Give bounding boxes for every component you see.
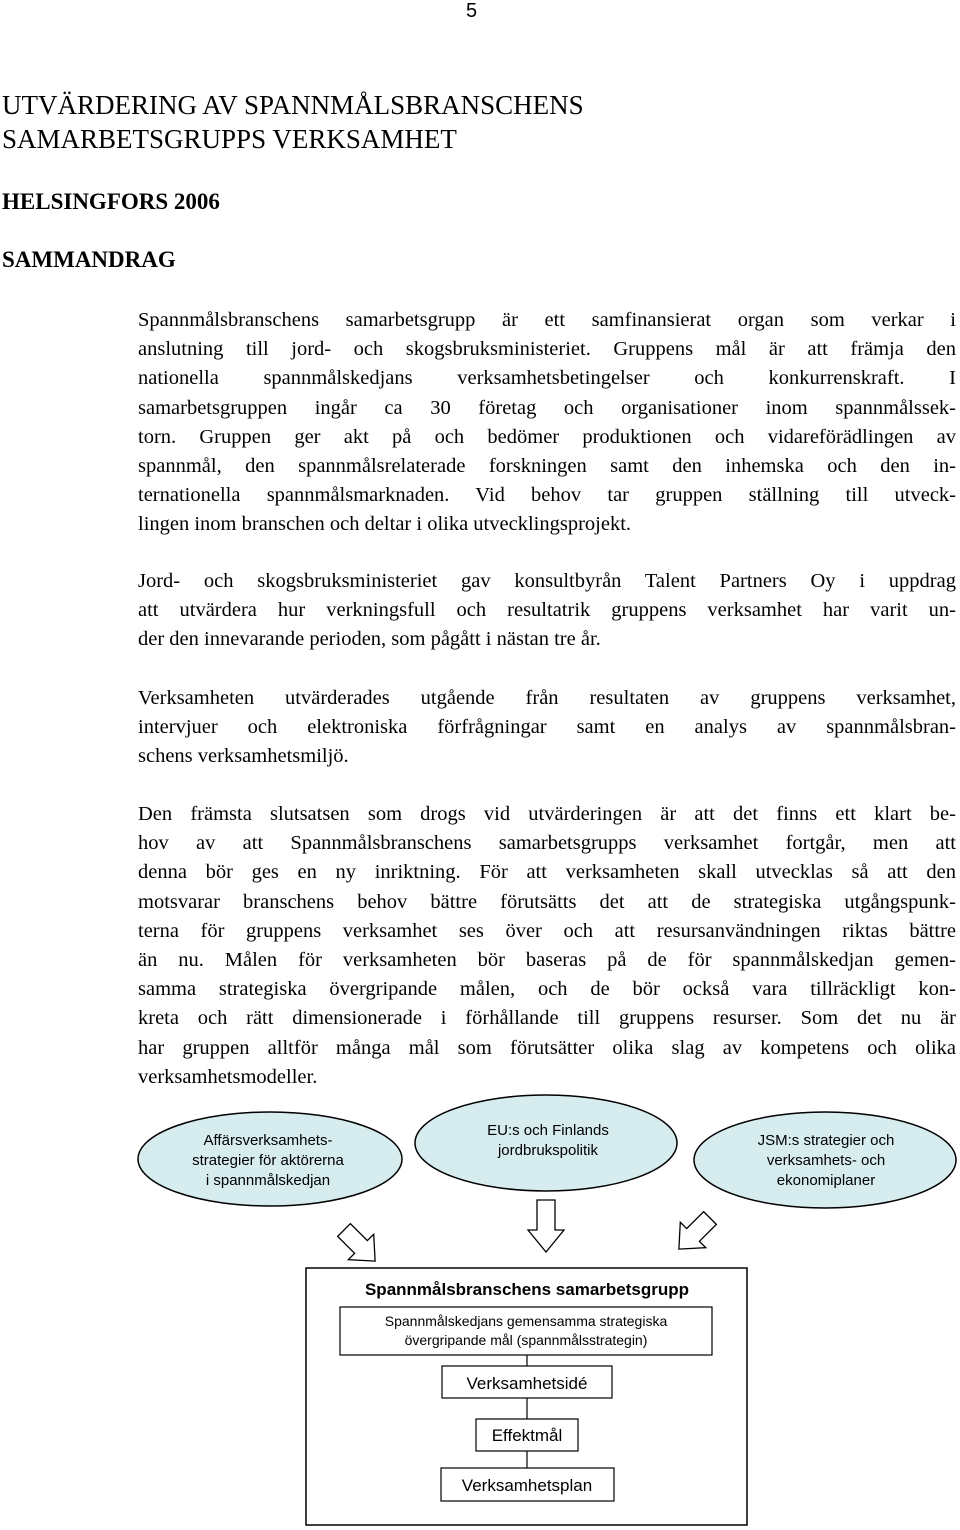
- ellipse-left-line-3: i spannmålskedjan: [205, 1172, 331, 1189]
- title-line-1: UTVÄRDERING AV SPANNMÅLSBRANSCHENS: [2, 90, 584, 120]
- goals-label: Effektmål: [491, 1426, 563, 1445]
- paragraph-line: terna för gruppens verksamhet ses över och att resursanvändningen riktas bättre: [138, 919, 956, 942]
- paragraph-line: kreta och rätt dimensionerade i förhållande till gruppens resurser. Som det nu är: [138, 1007, 956, 1030]
- strategy-diagram: [0, 1090, 960, 1530]
- paragraph-2: [138, 567, 956, 655]
- paragraph-line: att utvärdera hur verkningsfull och resultatrik gruppens verksamhet har varit un-: [138, 599, 956, 622]
- paragraph-line: samarbetsgruppen ingår ca 30 företag och organisationer inom spannmålssek-: [138, 396, 956, 419]
- plan-label: Verksamhetsplan: [461, 1476, 593, 1495]
- paragraph-line: ternationella spannmålsmarknaden. Vid behov tar gruppen ställning till utveck-: [138, 484, 956, 507]
- section-heading: SAMMANDRAG: [2, 247, 176, 272]
- paragraph-line: spannmål, den spannmålsrelaterade forskningen samt den inhemska och den in-: [138, 454, 956, 477]
- paragraph-line: anslutning till jord- och skogsbruksministeriet. Gruppens mål är att främja den: [138, 338, 956, 361]
- paragraph-line: schens verksamhetsmiljö.: [138, 745, 349, 768]
- ellipse-right-line-3: ekonomiplaner: [776, 1172, 876, 1189]
- paragraph-line: Spannmålsbranschens samarbetsgrupp är ett samfinansierat organ som verkar i: [138, 309, 956, 331]
- paragraph-line: verksamhetsmodeller.: [138, 1065, 318, 1088]
- strategy-line-1: Spannmålskedjans gemensamma strategiska: [384, 1313, 668, 1329]
- ellipse-right-line-2: verksamhets- och: [766, 1152, 886, 1169]
- paragraph-line: än nu. Målen för verksamheten bör baseras på de för spannmålskedjan gemen-: [138, 948, 956, 971]
- title-line-2: SAMARBETSGRUPPS VERKSAMHET: [2, 124, 457, 154]
- paragraph-line: Den främsta slutsatsen som drogs vid utvärderingen är att det finns ett klart be-: [138, 803, 956, 825]
- paragraph-line: lingen inom branschen och deltar i olika utvecklingsprojekt.: [138, 513, 632, 536]
- ellipse-right-line-1: JSM:s strategier och: [757, 1132, 895, 1149]
- paragraph-line: torn. Gruppen ger akt på och bedömer produktionen och vidareförädlingen av: [138, 425, 956, 448]
- paragraph-line: Verksamheten utvärderades utgående från resultaten av gruppens verksamhet,: [138, 687, 956, 709]
- document-title: [2, 88, 584, 156]
- ellipse-center-line-1: EU:s och Finlands: [487, 1122, 609, 1139]
- paragraph-line: der den innevarande perioden, som pågått i nästan tre år.: [138, 628, 601, 651]
- group-title: Spannmålsbranschens samarbetsgrupp: [364, 1280, 690, 1299]
- operations-label: Verksamhetsidé: [466, 1374, 588, 1393]
- ellipse-left-line-1: Affärsverksamhets-: [203, 1132, 333, 1149]
- paragraph-line: motsvarar branschens behov bättre förutsätts det att de strategiska utgångspunk-: [138, 890, 956, 913]
- arrow-down-right-icon: [331, 1217, 388, 1274]
- ellipse-center-line-2: jordbrukspolitik: [497, 1142, 599, 1159]
- paragraph-line: intervjuer och elektroniska förfrågningar samt en analys av spannmålsbran-: [138, 716, 956, 739]
- ellipse-left-line-2: strategier för aktörerna: [192, 1152, 344, 1169]
- arrow-down-left-icon: [666, 1205, 723, 1262]
- place-year: HELSINGFORS 2006: [2, 189, 220, 214]
- paragraph-line: denna bör ges en ny inriktning. För att verksamheten skall utvecklas så att den: [138, 861, 956, 884]
- paragraph-line: nationella spannmålskedjans verksamhetsbetingelser och konkurrenskraft. I: [138, 367, 956, 390]
- arrow-down-icon: [528, 1200, 564, 1252]
- page-number: 5: [466, 0, 478, 22]
- paragraph-1: [138, 306, 956, 540]
- paragraph-3: [138, 684, 956, 772]
- paragraph-line: samma strategiska övergripande målen, och de bör också vara tillräckligt kon-: [138, 978, 956, 1001]
- paragraph-4: [138, 800, 956, 1092]
- paragraph-line: Jord- och skogsbruksministeriet gav konsultbyrån Talent Partners Oy i uppdrag: [138, 570, 956, 592]
- strategy-line-2: övergripande mål (spannmålsstrategin): [404, 1332, 648, 1348]
- paragraph-line: har gruppen alltför många mål som förutsätter olika slag av kompetens och olika: [138, 1036, 956, 1059]
- paragraph-line: hov av att Spannmålsbranschens samarbetsgrupps verksamhet fortgår, men att: [138, 832, 956, 855]
